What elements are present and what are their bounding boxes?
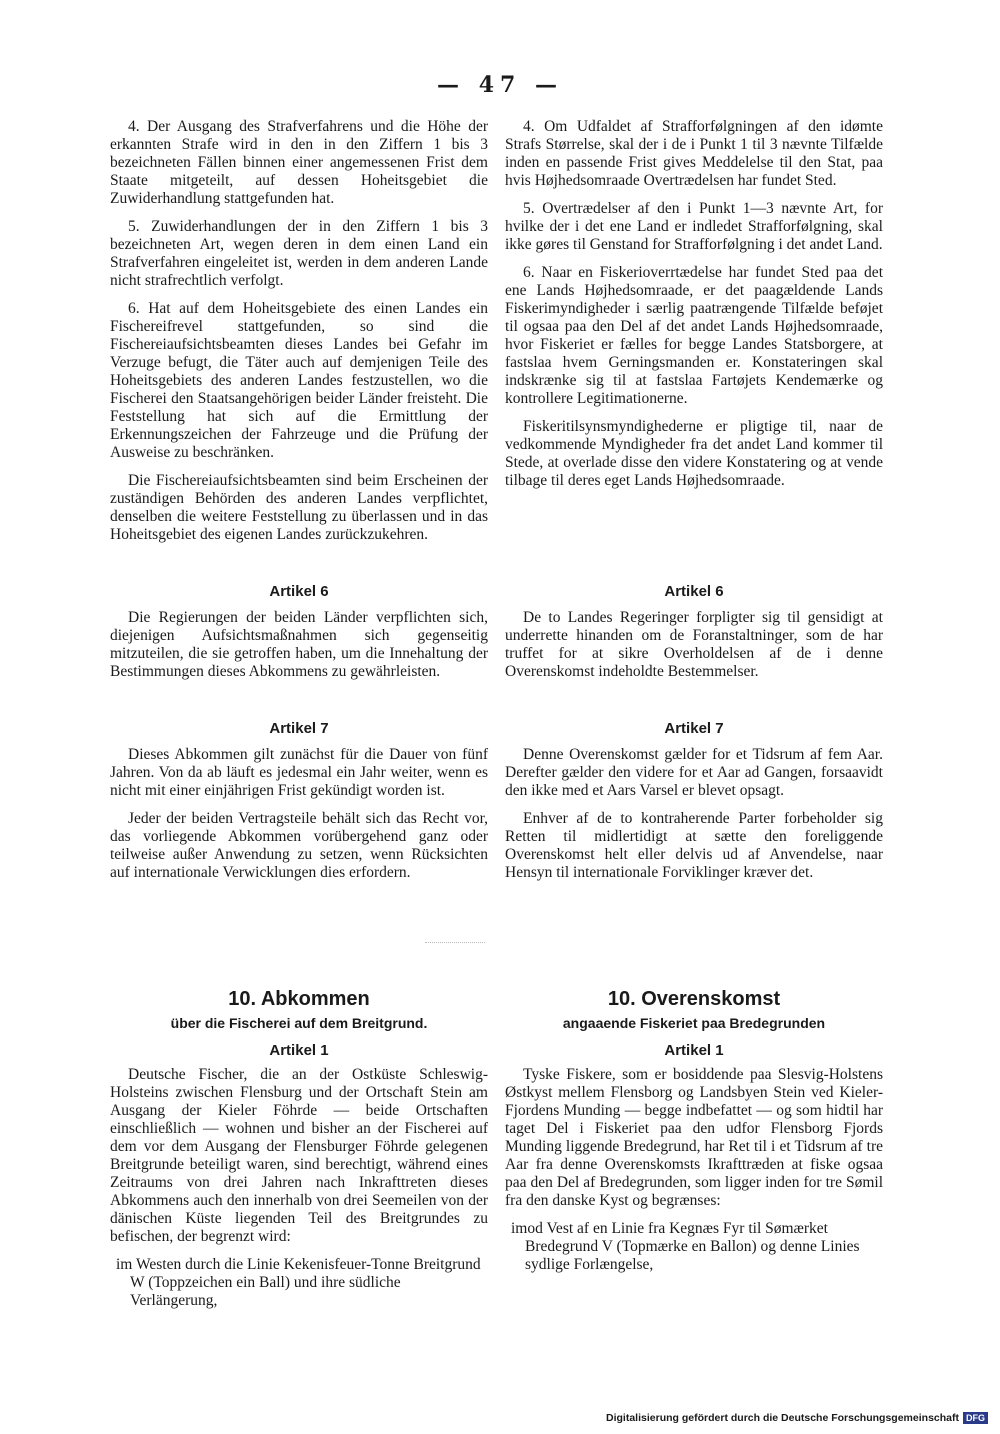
- german-paragraph: 6. Hat auf dem Hoheitsgebiete des einen Landes ein Fischereifrevel stattgefunden, so sind die Fischereiaufsichtsbeamten dieses Landes bei Gefahr im Verzuge befugt, die Täter auch auf demjenigen Teile des Hoheitsgebiets des anderen Landes festzustellen, wo die Fischerei den Staatsangehörigen beider Länder freisteht. Die Feststellung hat sich auf die Ermittlung der Erkennungszeichen der Fahrzeuge und die Prüfung der Ausweise zu beschränken.: [110, 300, 488, 461]
- danish-paragraph: Fiskeritilsynsmyndighederne er pligtige til, naar de vedkommende Myndigheder fra det andet Land kommer til Stede, at overlade disse den videre Konstatering og at vende tilbage til deres eget Lands Højhedsomraade.: [505, 418, 883, 489]
- german-article-6: [110, 583, 488, 691]
- danish-art6-heading: Artikel 6: [664, 583, 724, 600]
- danish-art7-heading: Artikel 7: [664, 720, 724, 737]
- german-list-item: im Westen durch die Linie Kekenisfeuer-Tonne Breitgrund W (Toppzeichen ein Ball) und ihre südliche Verlängerung,: [116, 1256, 481, 1309]
- german-paragraph: Dieses Abkommen gilt zunächst für die Dauer von fünf Jahren. Von da ab läuft es jedesmal ein Jahr weiter, wenn es nicht mit einer einjährigen Frist gekündigt worden ist.: [110, 746, 488, 799]
- german-paragraph: 5. Zuwiderhandlungen der in den Ziffern 1 bis 3 bezeichneten Art, wegen deren in dem einen Land ein Strafverfahren eingeleitet ist, werden in dem anderen Lande nicht strafrechtlich verfolgt.: [110, 218, 488, 289]
- danish-paragraph: 6. Naar en Fiskerioverrtædelse har fundet Sted paa det ene Lands Højhedsomraade, er det paagældende Lands Fiskerimyndigheder i særlig paatrængende Tilfælde beføjet til ogsaa paa den Del af det andet Lands Højhedsomraade, hvor Fiskeriet er fælles for begge Landes Statsborgere, at fastslaa hvem Gerningsmanden er. Konstateringen skal indskrænke sig til at fastslaa Fartøjets Kendemærke og kontrollere Legitimationerne.: [505, 264, 883, 407]
- german-article-7: [110, 720, 488, 892]
- german-paragraph: Jeder der beiden Vertragsteile behält sich das Recht vor, das vorliegende Abkommen vorübergehend ganz oder teilweise außer Anwendung zu setzen, wenn Rücksichten auf internationale Verwicklungen dies erfordern.: [110, 810, 488, 881]
- page-number: — 47 —: [437, 72, 563, 98]
- danish-title: 10. Overenskomst: [607, 988, 781, 1010]
- danish-column-top: [505, 118, 883, 500]
- german-paragraph: Die Regierungen der beiden Länder verpflichten sich, diejenigen Aufsichtsmaßnahmen sich gegenseitig mitzuteilen, die sie getroffen haben, um die Innehaltung der Bestimmungen dieses Abkommens zu gewährleisten.: [110, 609, 488, 680]
- danish-paragraph: De to Landes Regeringer forpligter sig til gensidigt at underrette hinanden om de Foranstaltninger, som de har truffet for at sikre Overholdelsen af de i denne Overenskomst indeholdte Bestemmelser.: [505, 609, 883, 680]
- danish-agreement-10: [505, 990, 883, 1274]
- danish-paragraph: Tyske Fiskere, som er bosiddende paa Slesvig-Holstens Østkyst mellem Flensborg og Landsbyen Stein ved Kieler-Fjordens Munding — begge indbefattet — og som hidtil har taget Del i Fiskeriet paa den udfor Flensborg Fjords Munding liggende Bredegrund, har Ret til i et Tidsrum af tre Aar fra denne Overenskomsts Ikrafttræden at fiske ogsaa paa den Del af Bredegrunden, som ligger inden for tre Sømil fra den danske Kyst og begrænses:: [505, 1066, 883, 1209]
- german-subtitle: über die Fischerei auf dem Breitgrund.: [170, 1015, 428, 1031]
- digitization-footer: [606, 1412, 988, 1424]
- danish-paragraph: 5. Overtrædelser af den i Punkt 1—3 nævnte Art, for hvilke der i det ene Land er indledet Strafforfølgning, skal ikke gøres til Genstand for Strafforfølgning i det andet Land.: [505, 200, 883, 253]
- danish-article-7: [505, 720, 883, 892]
- footer-text: Digitalisierung gefördert durch die Deutsche Forschungsgemeinschaft: [606, 1412, 959, 1424]
- german-agreement-10: [110, 990, 488, 1310]
- danish-paragraph: Enhver af de to kontraherende Parter forbeholder sig Retten til midlertidigt at sætte den foreliggende Overenskomst helt eller delvis ud af Anvendelse, naar Hensyn til internationale Forviklinger kræver det.: [505, 810, 883, 881]
- section-divider: [425, 942, 485, 944]
- german-paragraph: Deutsche Fischer, die an der Ostküste Schleswig-Holsteins zwischen Flensburg und der Ortschaft Stein am Ausgang der Kieler Föhrde — beide Ortschaften einschließlich — wohnen und bisher an der Fischerei auf dem vor dem Ausgang der Flensburger Föhrde gelegenen Breitgrunde beteiligt waren, sind berechtigt, während eines Zeitraums von drei Jahren nach Inkrafttreten dieses Abkommens auch den innerhalb von drei Seemeilen von der dänischen Küste liegenden Teil des Breitgrundes zu befischen, der begrenzt wird:: [110, 1066, 488, 1245]
- danish-paragraph: Denne Overenskomst gælder for et Tidsrum af fem Aar. Derefter gælder den videre for et Aar ad Gangen, forsaavidt den ikke med et Aars Varsel er blevet opsagt.: [505, 746, 883, 799]
- german-paragraph: 4. Der Ausgang des Strafverfahrens und die Höhe der erkannten Strafe wird in den in den Ziffern 1 bis 3 bezeichneten Fällen binnen einer angemessenen Frist dem Staate mitgeteilt, auf dessen Hoheitsgebiet die Zuwiderhandlung stattgefunden hat.: [110, 118, 488, 207]
- danish-article-6: [505, 583, 883, 691]
- dfg-logo: DFG: [963, 1412, 988, 1424]
- german-paragraph: Die Fischereiaufsichtsbeamten sind beim Erscheinen der zuständigen Behörden des anderen Landes verpflichtet, denselben die weitere Feststellung zu überlassen und in das Hoheitsgebiet des eigenen Landes zurückzukehren.: [110, 472, 488, 543]
- danish-paragraph: 4. Om Udfaldet af Strafforfølgningen af den idømte Strafs Størrelse, skal der i de i Punkt 1 til 3 nævnte Tilfælde inden en passende Frist gives Meddelelse til den Stat, paa hvis Højhedsomraade Overtrædelsen har fundet Sted.: [505, 118, 883, 189]
- danish-list-item: imod Vest af en Linie fra Kegnæs Fyr til Sømærket Bredegrund V (Topmærke en Ballon) og denne Linies sydlige Forlængelse,: [511, 1220, 860, 1273]
- danish-subtitle: angaaende Fiskeriet paa Bredegrunden: [562, 1015, 826, 1031]
- danish-art1-heading: Artikel 1: [664, 1042, 724, 1059]
- german-title: 10. Abkommen: [228, 988, 370, 1010]
- german-art1-heading: Artikel 1: [269, 1042, 329, 1059]
- german-column-top: [110, 118, 488, 554]
- german-art6-heading: Artikel 6: [269, 583, 329, 600]
- german-art7-heading: Artikel 7: [269, 720, 329, 737]
